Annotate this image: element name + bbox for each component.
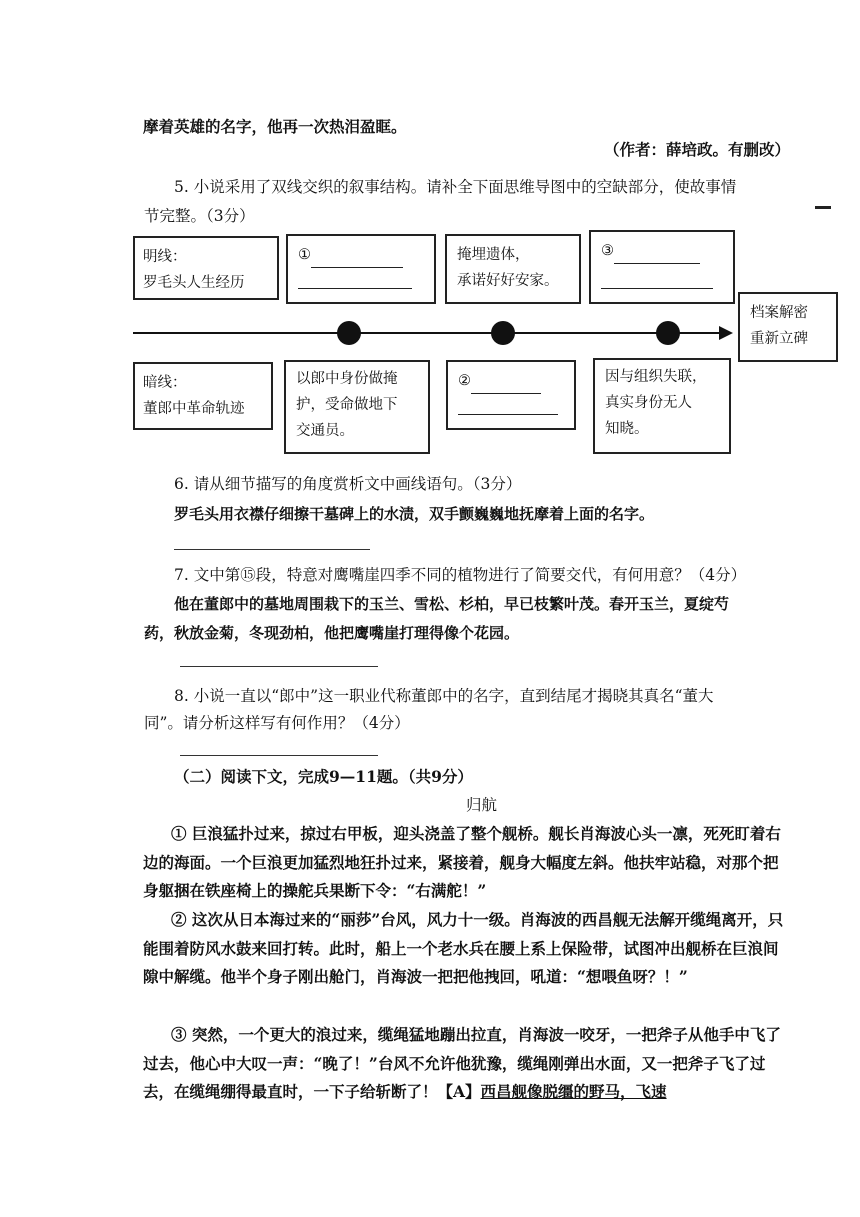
q8-answer-line[interactable] — [180, 755, 378, 756]
timeline-node — [491, 321, 515, 345]
answer-blank[interactable] — [298, 288, 412, 289]
q7-quote-line1: 他在董郎中的墓地周围栽下的玉兰、雪松、杉柏，早已枝繁叶茂。春开玉兰，夏绽芍 — [174, 595, 730, 613]
passage-paragraph-1: ① 巨浪猛扑过来，掠过右甲板，迎头浇盖了整个舰桥。舰长肖海波心头一凛，死死盯着右边的海面。一个巨浪更加猛烈地狂扑过来，紧接着，舰身大幅度左斜。他扶牢站稳，对那个把身躯捆在铁座椅上的操舵兵果断下令：“右满舵！” — [143, 824, 781, 900]
blank-label: ① — [298, 247, 311, 263]
timeline-axis — [133, 332, 723, 334]
q5-line1: 5. 小说采用了双线交织的叙事结构。请补全下面思维导图中的空缺部分，使故事情 — [174, 178, 737, 196]
diagram-top-box-blank-3 — [589, 230, 735, 304]
box-text: 重新立碑 — [750, 331, 808, 347]
diagram-bottom-box-2 — [284, 360, 430, 454]
timeline-node — [337, 321, 361, 345]
answer-blank[interactable] — [311, 249, 403, 268]
q8-line1: 8. 小说一直以“郎中”这一职业代称董郎中的名字，直到结尾才揭晓其真名“董大 — [174, 687, 714, 705]
passage-paragraph-2: ② 这次从日本海过来的“丽莎”台风，风力十一级。肖海波的西昌舰无法解开缆绳离开，只能围着防风水鼓来回打转。此时，船上一个老水兵在腰上系上保险带，试图冲出舰桥在巨浪间隙中解缆。他半个身子刚出舱门，肖海波一把把他拽回，吼道：“想喂鱼呀？！” — [143, 910, 784, 986]
answer-blank[interactable] — [614, 245, 700, 264]
timeline-arrowhead — [719, 326, 733, 340]
passage-paragraph-3 — [143, 1021, 793, 1107]
box-text: 真实身份无人 — [605, 395, 692, 411]
box-text: 明线： — [143, 249, 187, 265]
box-text: 董郎中革命轨迹 — [143, 401, 245, 417]
box-text: 暗线： — [143, 375, 187, 391]
q7-answer-line[interactable] — [180, 666, 378, 667]
top-line: 摩着英雄的名字，他再一次热泪盈眶。 — [143, 117, 407, 136]
diagram-bottom-box-1 — [133, 362, 273, 430]
box-text: 因与组织失联， — [605, 369, 707, 385]
diagram-top-box-1 — [133, 236, 279, 300]
answer-blank[interactable] — [471, 375, 541, 394]
timeline-node — [656, 321, 680, 345]
diagram-bottom-box-blank-2 — [446, 360, 576, 430]
answer-blank[interactable] — [458, 414, 558, 415]
blank-row — [298, 242, 424, 268]
section2-header: （二）阅读下文，完成9—11题。（共9分） — [174, 767, 473, 786]
q7-quote-line2: 药，秋放金菊，冬现劲柏，他把鹰嘴崖打理得像个花园。 — [144, 624, 520, 642]
underlined-sentence: 西昌舰像脱缰的野马，飞速 — [480, 1082, 667, 1101]
blank-row — [458, 368, 564, 394]
q6-question: 6. 请从细节描写的角度赏析文中画线语句。（3分） — [174, 475, 522, 493]
annotation-marker-a: 【A】 — [437, 1082, 481, 1101]
box-text: 交通员。 — [296, 423, 354, 439]
paragraph-3-text: ③ 突然，一个更大的浪过来，缆绳猛地蹦出拉直，肖海波一咬牙，一把斧子从他手中飞了过去，他心中大叹一声：“晚了！”台风不允许他犹豫，缆绳刚弹出水面，又一把斧子飞了过去，在缆绳绷得最直时，一下子给斩断了！ — [143, 1025, 781, 1101]
q6-quote: 罗毛头用衣襟仔细擦干墓碑上的水渍，双手颤巍巍地抚摩着上面的名字。 — [174, 505, 655, 523]
box-text: 罗毛头人生经历 — [143, 275, 245, 291]
box-text: 以郎中身份做掩 — [296, 371, 398, 387]
q7-question: 7. 文中第⑮段，特意对鹰嘴崖四季不同的植物进行了简要交代，有何用意？（4分） — [174, 566, 747, 584]
edge-mark — [815, 206, 831, 209]
box-text: 知晓。 — [605, 421, 649, 437]
q6-answer-line[interactable] — [174, 549, 370, 550]
blank-row — [601, 238, 723, 264]
blank-label: ② — [458, 373, 471, 389]
box-text: 承诺好好安家。 — [457, 273, 559, 289]
box-text: 掩埋遗体， — [457, 247, 530, 263]
diagram-top-box-blank-1 — [286, 234, 436, 304]
box-text: 档案解密 — [750, 305, 808, 321]
diagram-top-box-3 — [445, 234, 581, 304]
box-text: 护，受命做地下 — [296, 397, 398, 413]
q5-line2: 节完整。（3分） — [144, 207, 255, 225]
q8-line2: 同”。请分析这样写有何作用？（4分） — [144, 714, 410, 732]
diagram-end-box — [738, 292, 838, 362]
source-credit: （作者：薛培政。有删改） — [604, 140, 791, 159]
answer-blank[interactable] — [601, 288, 713, 289]
blank-label: ③ — [601, 243, 614, 259]
diagram-bottom-box-4 — [593, 358, 731, 454]
section2-title: 归航 — [466, 796, 498, 814]
